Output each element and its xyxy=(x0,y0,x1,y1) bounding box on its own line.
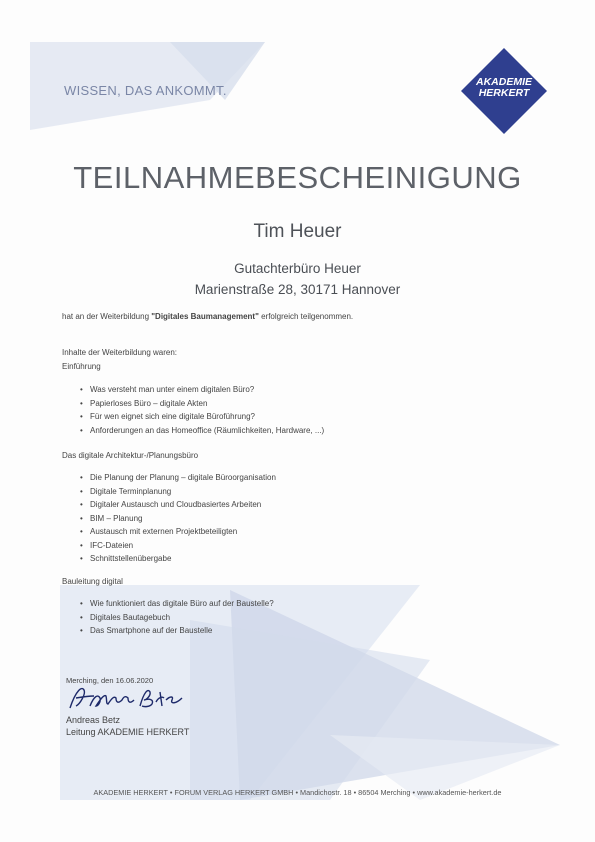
bullet-icon: • xyxy=(80,500,83,509)
list-item xyxy=(80,383,324,397)
section-list xyxy=(80,471,276,566)
list-item-text: Wie funktioniert das digitale Büro auf der Baustelle? xyxy=(90,599,274,608)
list-item xyxy=(80,539,276,553)
list-item xyxy=(80,410,324,424)
bullet-icon: • xyxy=(80,425,83,435)
bullet-icon: • xyxy=(80,473,83,482)
bullet-icon: • xyxy=(80,554,83,563)
bullet-icon: • xyxy=(80,513,83,523)
footer: AKADEMIE HERKERT • FORUM VERLAG HERKERT GMBH • Mandichostr. 18 • 86504 Merching • www.akademie-herkert.de xyxy=(93,788,502,797)
list-item-text: IFC-Dateien xyxy=(90,540,134,550)
bullet-icon: • xyxy=(80,527,83,536)
tagline: WISSEN, DAS ANKOMMT. xyxy=(64,83,227,98)
participant-name: Tim Heuer xyxy=(253,221,342,242)
list-item-text: Digitaler Austausch und Cloudbasiertes Arbeiten xyxy=(90,500,262,509)
logo-text-line2: HERKERT xyxy=(478,87,530,99)
list-item xyxy=(80,597,274,611)
logo-text-line1: AKADEMIE xyxy=(475,76,532,88)
course-title: "Digitales Baumanagement" xyxy=(151,312,259,321)
section-list xyxy=(80,383,324,437)
section-heading: Einführung xyxy=(62,362,101,371)
bullet-icon: • xyxy=(80,398,83,408)
list-item xyxy=(80,512,276,526)
list-item-text: Das Smartphone auf der Baustelle xyxy=(90,626,213,635)
section-heading: Das digitale Architektur-/Planungsbüro xyxy=(62,451,199,460)
list-item xyxy=(80,624,274,638)
statement-post: erfolgreich teilgenommen. xyxy=(258,312,354,321)
signatory-name: Andreas Betz xyxy=(66,715,121,725)
list-item xyxy=(80,552,276,566)
bullet-icon: • xyxy=(80,385,83,394)
section-heading: Bauleitung digital xyxy=(62,577,123,586)
list-item xyxy=(80,611,274,625)
list-item-text: BIM – Planung xyxy=(90,513,143,523)
page-title: TEILNAHMEBESCHEINIGUNG xyxy=(73,160,522,195)
bullet-icon: • xyxy=(80,486,83,496)
list-item-text: Digitale Terminplanung xyxy=(90,486,172,496)
participation-statement xyxy=(62,312,353,321)
bullet-icon: • xyxy=(80,612,83,622)
list-item xyxy=(80,424,324,438)
list-item xyxy=(80,471,276,485)
list-item-text: Schnittstellenübergabe xyxy=(90,554,172,563)
list-item-text: Digitales Bautagebuch xyxy=(90,612,171,622)
participant-company: Gutachterbüro Heuer xyxy=(234,261,361,276)
bullet-icon: • xyxy=(80,412,83,421)
bullet-icon: • xyxy=(80,599,83,608)
list-item xyxy=(80,525,276,539)
list-item-text: Für wen eignet sich eine digitale Büroführung? xyxy=(90,412,255,421)
contents-intro: Inhalte der Weiterbildung waren: xyxy=(62,348,178,357)
participant-address: Marienstraße 28, 30171 Hannover xyxy=(194,282,401,297)
list-item-text: Austausch mit externen Projektbeteiligten xyxy=(90,527,238,536)
list-item xyxy=(80,485,276,499)
statement-pre: hat an der Weiterbildung xyxy=(62,312,152,321)
list-item xyxy=(80,498,276,512)
list-item-text: Anforderungen an das Homeoffice (Räumlichkeiten, Hardware, ...) xyxy=(90,425,325,435)
bullet-icon: • xyxy=(80,540,83,550)
list-item-text: Was versteht man unter einem digitalen Büro? xyxy=(90,385,255,394)
list-item-text: Die Planung der Planung – digitale Büroorganisation xyxy=(90,473,276,482)
list-item-text: Papierloses Büro – digitale Akten xyxy=(90,398,208,408)
signatory-role: Leitung AKADEMIE HERKERT xyxy=(66,727,190,737)
list-item xyxy=(80,397,324,411)
section-list xyxy=(80,597,274,638)
bullet-icon: • xyxy=(80,626,83,635)
handwritten-signature xyxy=(66,684,186,712)
place-date: Merching, den 16.06.2020 xyxy=(66,676,154,685)
